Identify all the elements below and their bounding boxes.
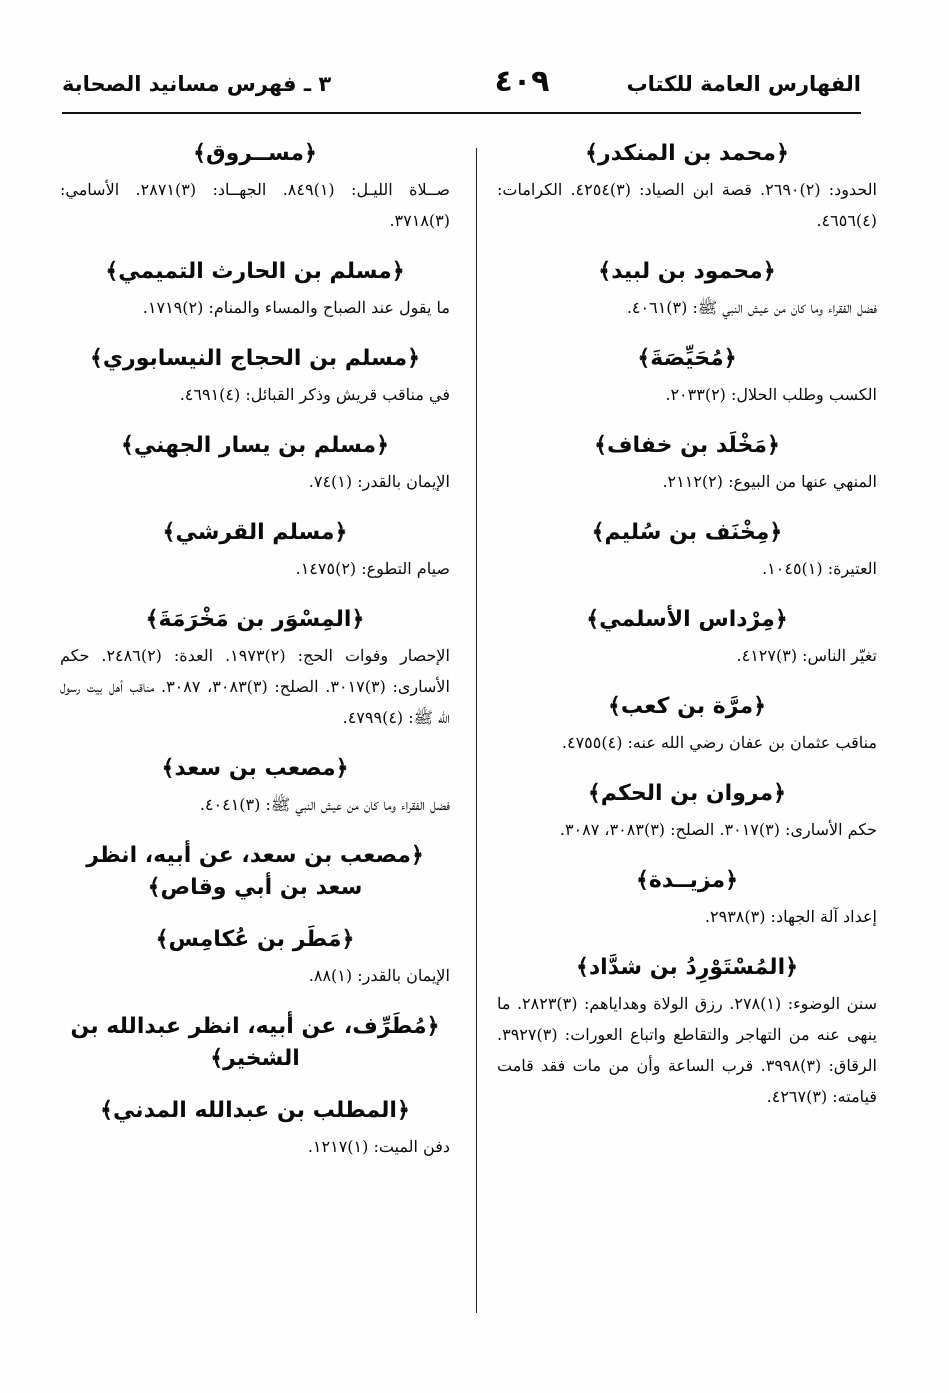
entry-name: ﴿مسلم بن الحجاج النيسابوري﴾ — [90, 346, 420, 371]
right-column — [497, 138, 877, 1132]
index-entry — [60, 343, 450, 410]
index-entry — [497, 778, 877, 845]
index-entry — [60, 430, 450, 497]
entry-references: المنهي عنها من البيوع: (٢)٢١١٢. — [662, 472, 877, 491]
entry-references: دفن الميت: (١)١٢١٧. — [307, 1137, 450, 1156]
entry-name: ﴿المطلب بن عبدالله المدني﴾ — [100, 1098, 410, 1123]
page-header — [62, 62, 861, 110]
entry-references: العتيرة: (١)١٠٤٥. — [762, 559, 877, 578]
entry-name: ﴿مسلم بن يسار الجهني﴾ — [120, 433, 390, 458]
section-title: ٣ ـ فهرس مسانيد الصحابة — [62, 72, 332, 96]
entry-name: ﴿مَخْلَد بن خفاف﴾ — [594, 433, 780, 458]
entry-name: ﴿مِرْداس الأسلمي﴾ — [586, 607, 788, 632]
running-title: الفهارس العامة للكتاب — [626, 72, 861, 96]
entry-name: ﴿محمود بن لبيد﴾ — [598, 259, 776, 284]
entry-name: ﴿مِخْنَف بن سُليم﴾ — [591, 520, 783, 545]
index-entry — [497, 691, 877, 758]
index-entry — [60, 753, 450, 820]
index-entry — [60, 604, 450, 733]
index-entry — [60, 924, 450, 991]
entry-name: ﴿مَطَر بن عُكامِس﴾ — [155, 927, 355, 952]
index-entry — [497, 256, 877, 323]
entry-references: فضل الفقراء وما كان من عيش النبي ﷺ: (٣)٤٠٦١. — [626, 298, 877, 317]
entry-references: صيام التطوع: (٢)١٤٧٥. — [295, 559, 450, 578]
entry-name: ﴿مســروق﴾ — [193, 141, 317, 166]
entry-name: ﴿مسلم القرشي﴾ — [162, 520, 348, 545]
index-entry — [60, 840, 450, 904]
entry-references: في مناقب قريش وذكر القبائل: (٤)٤٦٩١. — [179, 385, 450, 404]
index-entry — [497, 604, 877, 671]
entry-name: ﴿مسلم بن الحارث التميمي﴾ — [105, 259, 405, 284]
index-entry — [60, 1011, 450, 1075]
index-entry — [497, 517, 877, 584]
index-entry — [497, 865, 877, 932]
entry-name: ﴿المُسْتَوْرِدُ بن شدَّاد﴾ — [576, 955, 798, 980]
entry-name: ﴿محمد بن المنكدر﴾ — [585, 141, 789, 166]
entry-name: ﴿مزيــدة﴾ — [635, 868, 739, 893]
entry-name: ﴿المِسْوَر بن مَخْرَمَةَ﴾ — [145, 607, 365, 632]
index-entry — [60, 517, 450, 584]
entry-name: ﴿مُحَيِّصَةَ﴾ — [637, 346, 737, 371]
entry-references: صــلاة الليـل: (١)٨٤٩. الجهــاد: (٣)٢٨٧١. الأسامي: (٣)٣٧١٨. — [60, 180, 450, 230]
entry-references: حكم الأسارى: (٣)٣٠١٧. الصلح: (٣)٣٠٨٣، ٣٠٨٧. — [559, 820, 877, 839]
index-entry — [497, 138, 877, 236]
column-divider — [476, 148, 477, 1313]
index-entry — [60, 138, 450, 236]
index-entry — [60, 1095, 450, 1162]
index-entry — [497, 343, 877, 410]
entry-references: ما يقول عند الصباح والمساء والمنام: (٢)١٧١٩. — [142, 298, 450, 317]
header-rule — [62, 112, 861, 114]
entry-references: الحدود: (٢)٢٦٩٠. قصة ابن الصياد: (٣)٤٢٥٤. الكرامات: (٤)٤٦٥٦. — [497, 180, 878, 230]
entry-references: مناقب عثمان بن عفان رضي الله عنه: (٤)٤٧٥٥. — [561, 733, 877, 752]
entry-references: إعداد آلة الجهاد: (٣)٢٩٣٨. — [704, 907, 877, 926]
entry-references: فضل الفقراء وما كان من عيش النبي ﷺ: (٣)٤٠٤١. — [199, 795, 450, 814]
entry-name: ﴿مُطَرِّف، عن أبيه، انظر عبدالله بن الشخير﴾ — [70, 1014, 440, 1071]
page-number: ٤٠٩ — [494, 64, 550, 99]
entry-references: الإحصار وفوات الحج: (٢)١٩٧٣. العدة: (٢)٢٤٨٦. حكم الأسارى: (٣)٣٠١٧. الصلح: (٣)٣٠٨٣، ٣٠٨٧. مناقب أهل بيت رسول الله ﷺ: (٤)٤٧٩٩. — [60, 646, 450, 727]
entry-references: الإيمان بالقدر: (١)٨٨. — [308, 966, 450, 985]
entry-references: سنن الوضوء: (١)٢٧٨. رزق الولاة وهداياهم: (٣)٢٨٢٣. ما ينهى عنه من التهاجر والتقاطع واتباع العورات: (٣)٣٩٢٧. الرقاق: (٣)٣٩٩٨. قرب الساعة وأن من مات فقد قامت قيامته: (٣)٤٢٦٧. — [497, 994, 877, 1106]
index-entry — [60, 256, 450, 323]
entry-name: ﴿مصعب بن سعد﴾ — [161, 756, 349, 781]
left-column — [60, 138, 450, 1182]
entry-name: ﴿مرَّة بن كعب﴾ — [608, 694, 766, 719]
entry-references: الكسب وطلب الحلال: (٢)٢٠٣٣. — [665, 385, 877, 404]
index-entry — [497, 952, 877, 1112]
entry-references: الإيمان بالقدر: (١)٧٤. — [308, 472, 450, 491]
entry-name: ﴿مروان بن الحكم﴾ — [587, 781, 787, 806]
entry-references: تغيّر الناس: (٣)٤١٢٧. — [736, 646, 877, 665]
index-entry — [497, 430, 877, 497]
entry-name: ﴿مصعب بن سعد، عن أبيه، انظر سعد بن أبي وقاص﴾ — [86, 843, 424, 900]
